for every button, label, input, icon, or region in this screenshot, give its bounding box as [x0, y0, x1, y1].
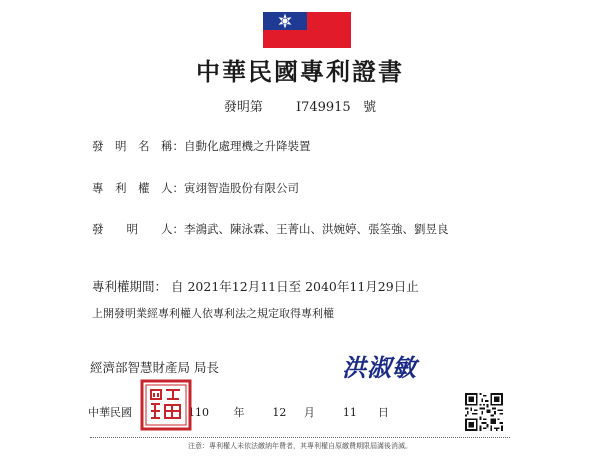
- patent-number-value: I749915: [295, 100, 351, 115]
- invention-name-row: [92, 138, 311, 154]
- date-month: 12: [272, 406, 287, 419]
- qr-code-icon: [465, 393, 503, 431]
- patent-owner-label: 專 利 權 人：: [92, 181, 184, 195]
- footer-note: 注意：專利權人未依法繳納年費者，其專利權自原繳費期限屆滿後消滅。: [188, 442, 412, 450]
- patent-owner-value: 寅翊智造股份有限公司: [184, 181, 299, 195]
- issue-date: [88, 404, 389, 420]
- patent-term-value: 自 2021年12月11日至 2040年11月29日止: [171, 279, 419, 294]
- date-month-unit: 月: [303, 406, 315, 419]
- patent-term-row: [92, 277, 419, 295]
- footer-divider: [90, 437, 510, 438]
- invention-name-label: 發 明 名 稱：: [92, 139, 184, 153]
- date-year-unit: 年: [233, 406, 245, 419]
- roc-flag-icon: [263, 12, 351, 48]
- patent-term-label: 專利權期間：: [92, 279, 168, 294]
- inventors-row: [92, 221, 449, 237]
- date-day: 11: [342, 406, 357, 419]
- director-signature: 洪淑敏: [342, 354, 417, 382]
- date-day-unit: 日: [377, 406, 389, 419]
- grant-statement: 上開發明業經專利權人依專利法之規定取得專利權: [92, 307, 334, 320]
- date-prefix: 中華民國: [88, 406, 132, 419]
- issuing-authority: 經濟部智慧財產局 局長: [90, 360, 219, 375]
- official-seal-icon: [140, 379, 192, 431]
- patent-number-label: 發明第: [223, 100, 263, 115]
- inventors-label: 發 明 人：: [92, 222, 184, 236]
- patent-owner-row: [92, 180, 299, 196]
- invention-name-value: 自動化處理機之升降裝置: [184, 139, 311, 153]
- inventors-value: 李鴻武、陳泳霖、王菁山、洪婉婷、張筌強、劉昱良: [184, 222, 449, 236]
- date-year: 110: [187, 406, 209, 419]
- patent-number: [0, 96, 600, 115]
- certificate-title: 中華民國專利證書: [196, 57, 404, 86]
- patent-number-suffix: 號: [363, 100, 377, 115]
